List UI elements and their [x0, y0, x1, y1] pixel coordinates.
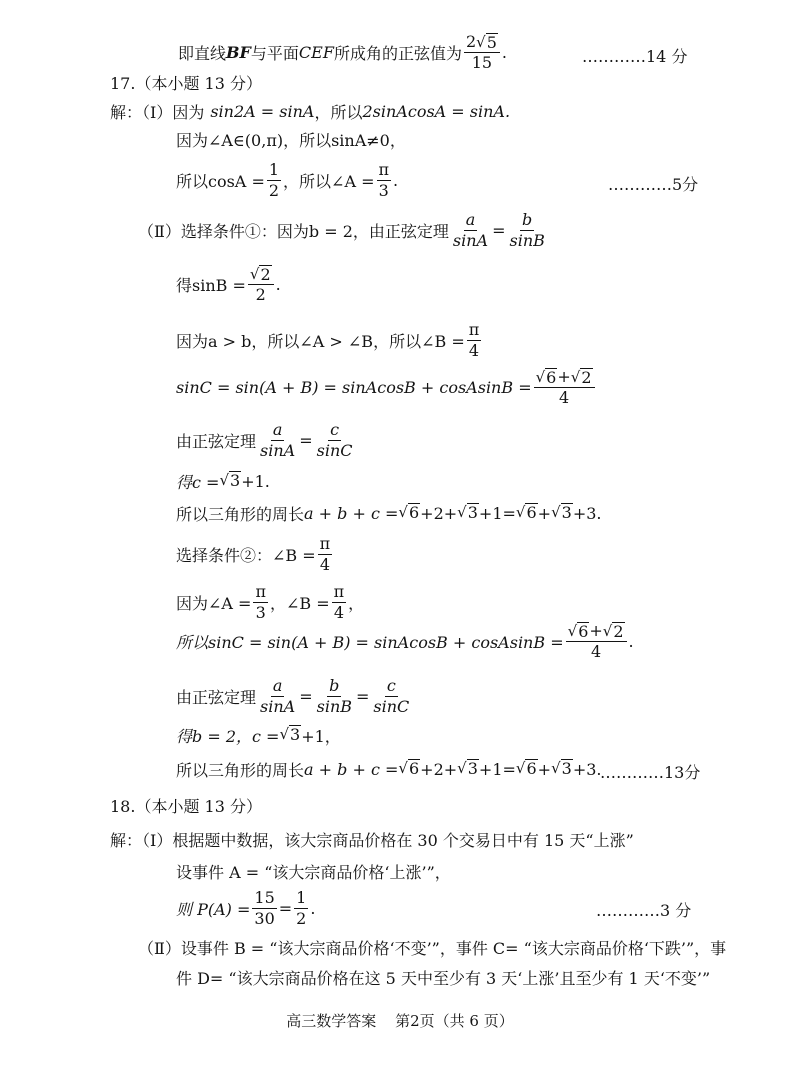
q18-part1-line3: 则 P(A) = $\frac{15}{30}$ = $\frac{1}{2}$ .	[176, 888, 316, 928]
q16-text: 即直线	[178, 43, 227, 63]
fraction-a-over-sinA: $\frac{a}{\sin A}$	[260, 676, 296, 716]
q17-perimeter-line-1: 所以三角形的周长 a + b + c = √ 6 +2+ √ 3 +1= √ 6 + √ 3 +3.	[176, 503, 602, 524]
q17-angles-line: 因为∠A = $\frac{\pi}{3}$ ，∠B = $\frac{\pi}{4}$ ，	[176, 582, 365, 622]
q17-law-of-sines-line-2: 由正弦定理 $\frac{a}{\sin A}$ = $\frac{b}{\sin B}$ = $\frac{c}{\sin C}$	[176, 676, 410, 716]
q17-cond1-line: （Ⅱ）选择条件①：因为b = 2，由正弦定理 $\frac{a}{\sin A}$ = $\frac{b}{\sin B}$	[138, 210, 545, 250]
equation: 2sinAcosA = sinA.	[362, 101, 511, 121]
fraction-one-half: $\frac{1}{2}$	[296, 888, 307, 928]
q18-part2-line2: 件 D= “该大宗商品价格在这 5 天中至少有 3 天‘上涨’且至少有 1 天‘不变’”	[176, 968, 711, 988]
fraction-root2-over-2: √ 2 2	[248, 264, 274, 305]
fraction-sinC-value: √ 6 + √ 2 4	[534, 367, 595, 408]
q17-cond2-line: 选择条件②：∠B = $\frac{\pi}{4}$	[176, 534, 331, 574]
q17-part1-line1: 解：（Ⅰ）因为 sin2A = sinA ，所以 2sinAcosA = sinA.	[110, 101, 511, 122]
q16-line-name: BF	[226, 42, 251, 62]
q18-part1-line1: 解：（Ⅰ）根据题中数据，该大宗商品价格在 30 个交易日中有 15 天“上涨”	[110, 830, 634, 850]
q17-sinC-line: sinC = sin(A + B) = sinAcosB + cosAsinB = √ 6 + √ 2 4	[176, 364, 597, 410]
q16-score: …………14 分	[582, 47, 688, 66]
footer-page-number: 第2页（共 6 页）	[395, 1012, 514, 1030]
equation: sin2A = sinA	[210, 101, 315, 121]
q18-part2-line1: （Ⅱ）设事件 B = “该大宗商品价格‘不变’”，事件 C= “该大宗商品价格‘下跌’”，事	[138, 938, 727, 958]
q17-part1-score: …………5分	[608, 175, 699, 194]
fraction-a-over-sinA: $\frac{a}{\sin A}$	[260, 420, 296, 460]
q17-part1-line2: 因为∠A∈(0,π)，所以sinA≠0，	[176, 130, 406, 150]
q17-c-value-line: 得c = √ 3 +1.	[176, 471, 270, 492]
fraction-b-over-sinB: $\frac{b}{\sin B}$	[316, 676, 352, 716]
footer-title: 高三数学答案	[286, 1012, 377, 1030]
fraction-pi-third: $\frac{\pi}{3}$	[255, 582, 266, 622]
q16-text: 所成角的正弦值为	[333, 43, 462, 63]
fraction-b-over-sinB: $\frac{b}{\sin B}$	[509, 210, 545, 250]
fraction-one-half: $\frac{1}{2}$	[268, 160, 280, 200]
q17-law-of-sines-line: 由正弦定理 $\frac{a}{\sin A}$ = $\frac{c}{\sin C}$	[176, 420, 353, 460]
q16-plane-name: CEF	[298, 42, 334, 62]
q16-conclusion-line: 即直线 BF 与平面 CEF 所成角的正弦值为 2 √ 5 15 .	[178, 31, 507, 73]
q17-sinB-line: 得sinB = √ 2 2 .	[176, 264, 281, 305]
q17-part2-score: …………13分	[600, 763, 701, 782]
q17-angle-compare-line: 因为a > b，所以∠A > ∠B，所以∠B = $\frac{\pi}{4}$	[176, 320, 480, 360]
q18-part1-score: …………3 分	[596, 901, 692, 920]
fraction-c-over-sinC: $\frac{c}{\sin C}$	[316, 420, 353, 460]
q18-header: 18.（本小题 13 分）	[110, 796, 262, 816]
fraction-c-over-sinC: $\frac{c}{\sin C}$	[373, 676, 410, 716]
q17-perimeter-line-2: 所以三角形的周长 a + b + c = √ 6 +2+ √ 3 +1= √ 6 + √ 3 +3.	[176, 759, 602, 780]
q18-part1-line2: 设事件 A = “该大宗商品价格‘上涨’”，	[176, 862, 451, 882]
fraction-pi-fourth: $\frac{\pi}{4}$	[333, 582, 345, 622]
q17-part1-line3: 所以cosA = $\frac{1}{2}$ ，所以∠A = $\frac{\pi}{3}$ .	[176, 160, 399, 200]
fraction-15-over-30: $\frac{15}{30}$	[254, 888, 275, 928]
fraction-pi-fourth: $\frac{\pi}{4}$	[468, 320, 480, 360]
q17-sinC2-line: 所以sinC = sin(A + B) = sinAcosB + cosAsinB = √ 6 + √ 2 4 .	[176, 620, 634, 662]
q17-header: 17.（本小题 13 分）	[110, 73, 262, 93]
fraction-a-over-sinA: $\frac{a}{\sin A}$	[452, 210, 489, 250]
q17-bc-value-line: 得b = 2，c = √ 3 +1，	[176, 725, 341, 746]
fraction-sinC-value: √ 6 + √ 2 4	[566, 621, 627, 662]
page-footer	[0, 1010, 800, 1031]
fraction-pi-third: $\frac{\pi}{3}$	[378, 160, 390, 200]
q16-value-fraction: 2 √ 5 15	[464, 32, 500, 73]
q16-text: 与平面	[250, 43, 299, 63]
fraction-pi-fourth: $\frac{\pi}{4}$	[319, 534, 331, 574]
